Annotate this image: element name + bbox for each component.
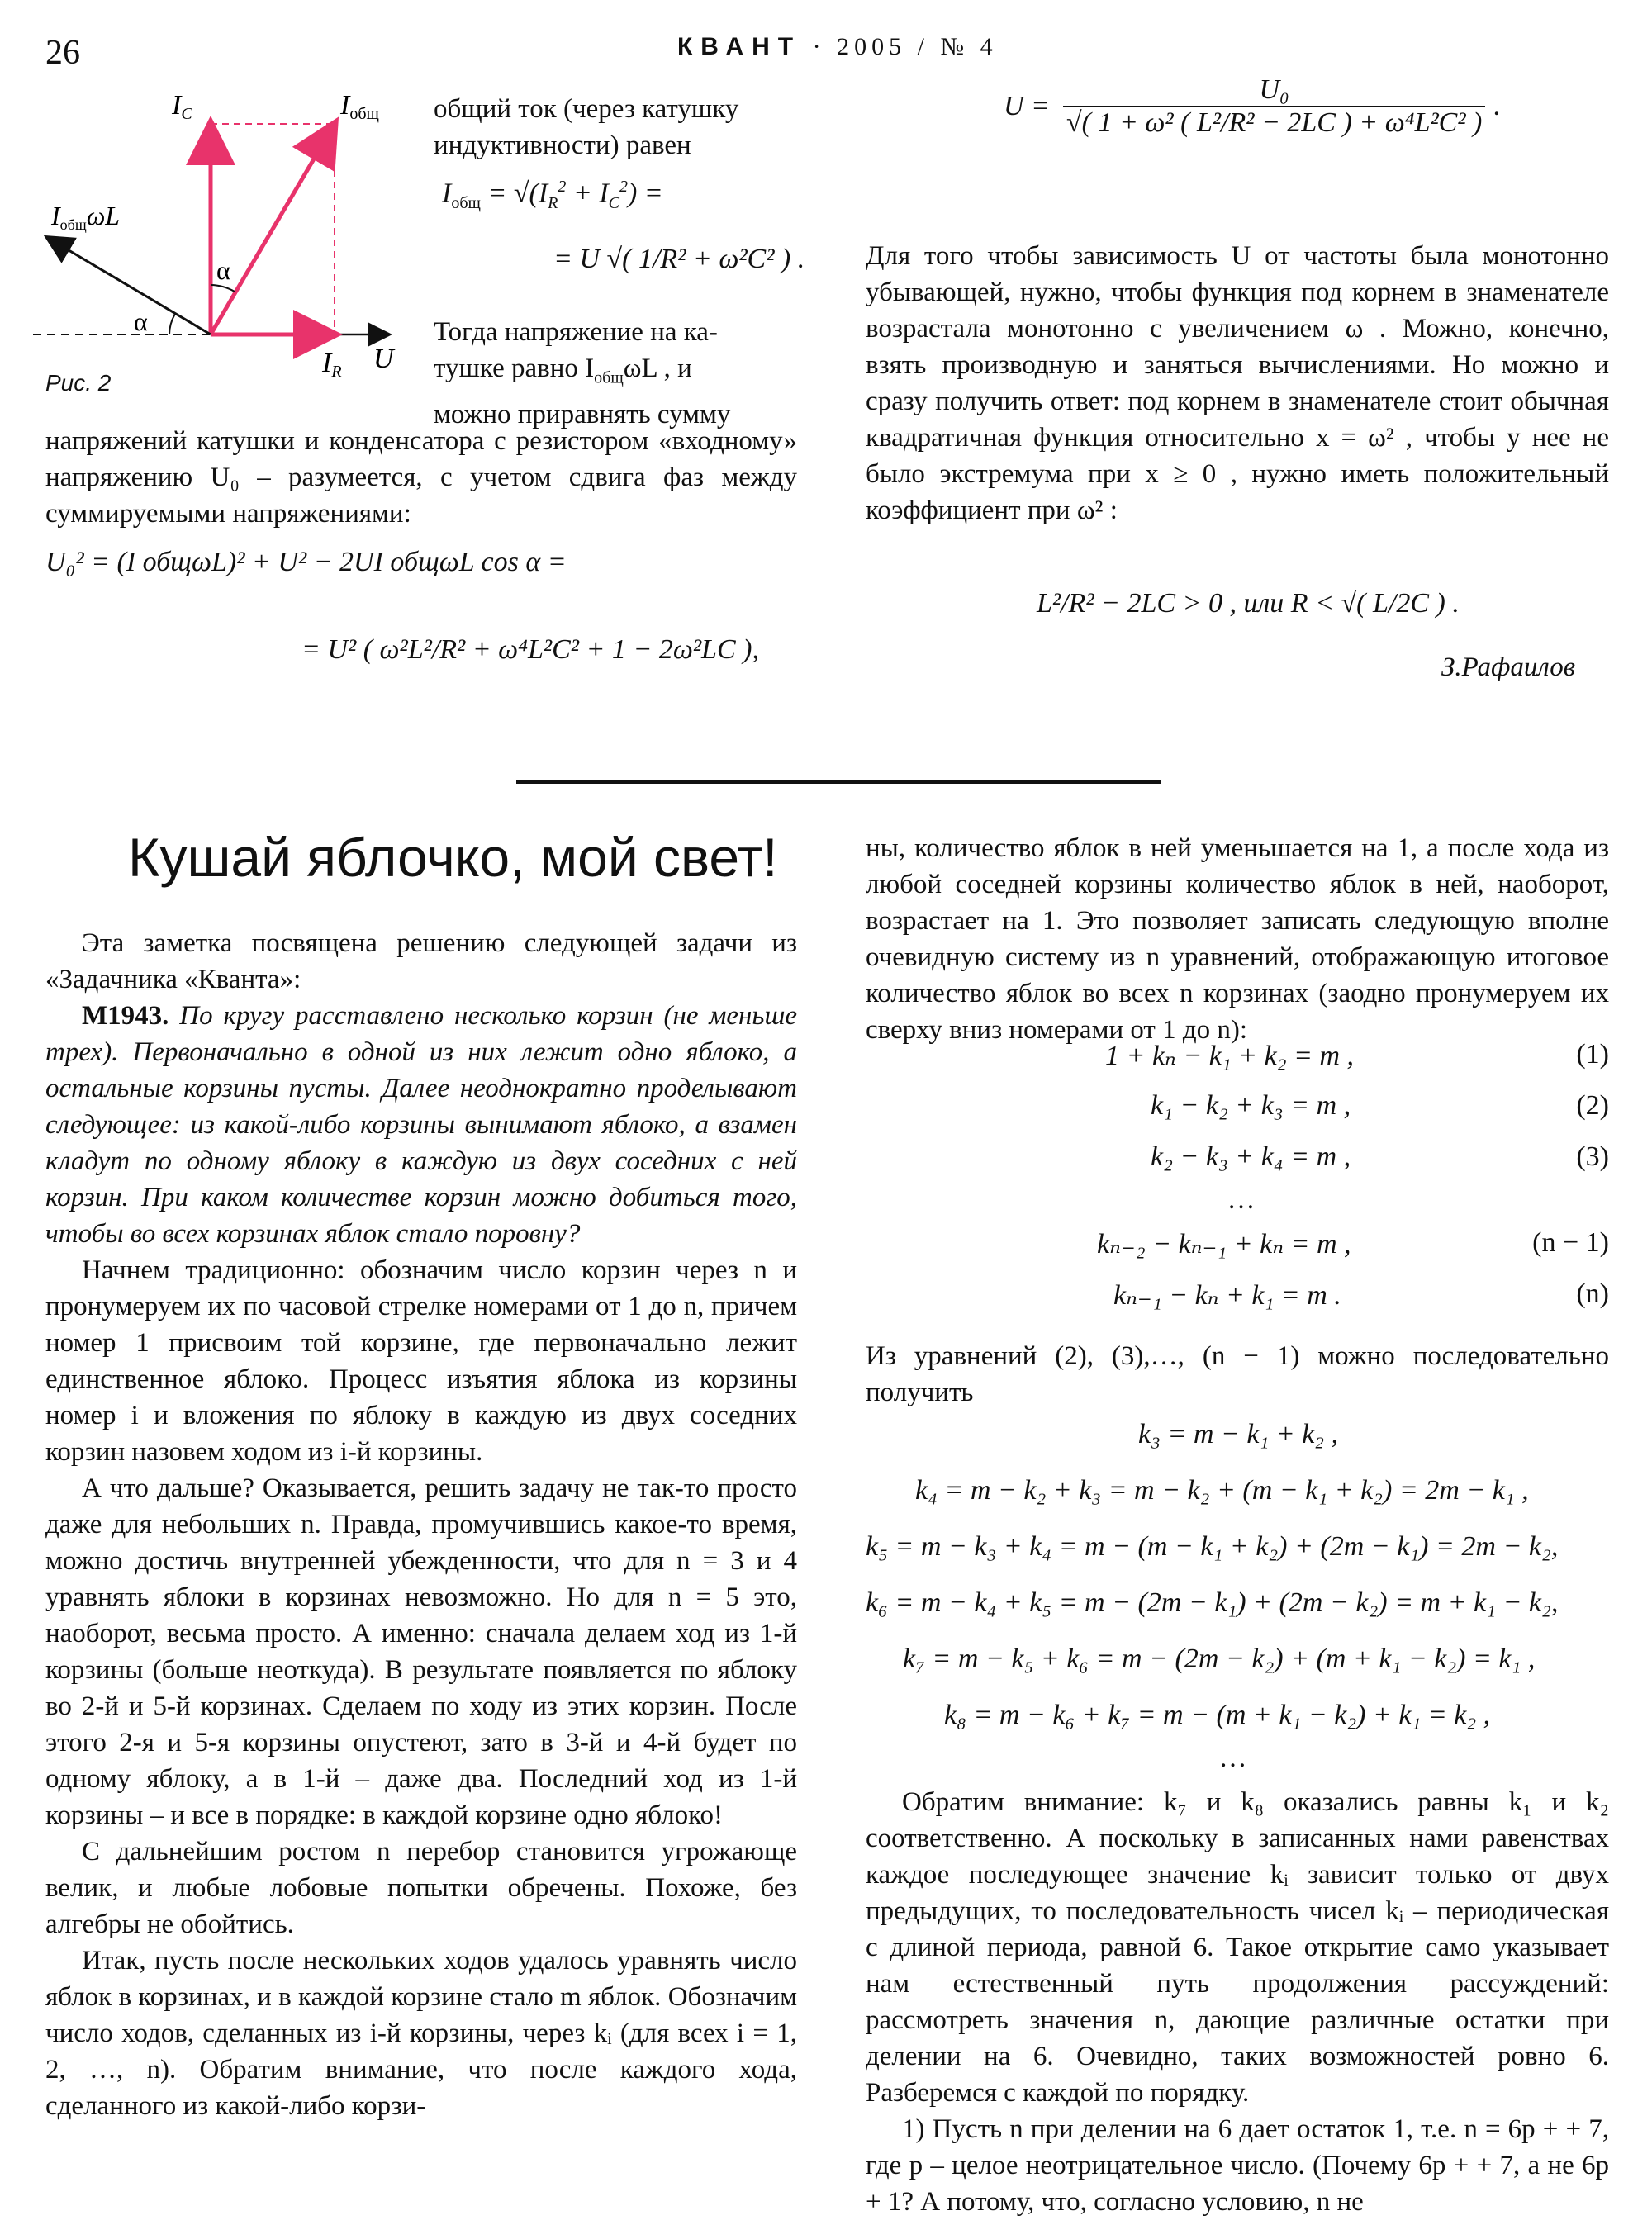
system-eq-2: k₁ − k₂ + k₃ = m , (1151, 1090, 1351, 1121)
system-eq-1: 1 + kₙ − k₁ + k₂ = m , (1105, 1041, 1355, 1071)
derive-line: k₄ = m − k₂ + k₃ = m − k₂ + (m − k₁ + k₂) = 2m − k₁ , (915, 1475, 1529, 1506)
paragraph: С дальнейшим ростом n перебор становится угрожающе велик, и любые лобовые попытки обречены. Похоже, без алгебры не обойтись. (45, 1837, 797, 1939)
label-u: U (373, 344, 394, 374)
figure-caption: Рис. 2 (45, 370, 112, 396)
svg-text:IR (321, 348, 342, 381)
paragraph: Обратим внимание: k₇ и k₈ оказались равны k₁ и k₂ соответственно. А поскольку в записанных нами равенствах каждое последующее значение kᵢ зависит только от двух предыдущих, то последовательность чисел kᵢ – периодическая с длиной периода, равной 6. Такое открытие само указывает нам естественный путь продолжения рассуждений: рассмотреть значения n, дающие различные остатки при делении на 6. Очевидно, таких возможностей ровно 6. Разберемся с каждой по порядку. (866, 1787, 1609, 2108)
paragraph: Итак, пусть после нескольких ходов удалось уравнять число яблок в корзинах, и в каждой корзине стало m яблок. Обозначим число ходов, сделанных из i-й корзины, через kᵢ (для всех i = 1, 2, …, n). Обратим внимание, что после каждого хода, сделанного из какой-либо корзи- (45, 1946, 797, 2121)
system-num-n: (n) (1576, 1278, 1609, 1309)
iwl-vector (48, 238, 211, 334)
article-right-bottom (866, 1784, 1609, 2220)
derive-line: k₆ = m − k₄ + k₅ = m − (2m − k₁) + (2m − k₂) = m + k₁ − k₂, (866, 1587, 1559, 1618)
derive-line: k₇ = m − k₅ + k₆ = m − (2m − k₂) + (m + k₁ − k₂) = k₁ , (903, 1644, 1536, 1674)
system-num-3: (3) (1576, 1141, 1609, 1172)
problem-paragraph (45, 998, 797, 1252)
label-alpha-1: α (216, 255, 230, 285)
label-iwl-sub: общ (59, 216, 87, 233)
system-eq-n-1: kₙ₋₂ − kₙ₋₁ + kₙ = m , (1097, 1229, 1351, 1259)
problem-id: М1943. (82, 1001, 169, 1031)
article-left-column (45, 925, 797, 2124)
top-left-para2: Тогда напряжение на ка- тушке равно $I_{общ}\omega L$ , и можно приравнять сумму (434, 317, 731, 429)
paragraph: Эта заметка посвящена решению следующей задачи из «Задачника «Кванта»: (45, 928, 797, 994)
top-left-intro (434, 91, 797, 164)
paragraph: 1) Пусть n при делении на 6 дает остаток 1, т.е. n = 6p + + 7, где p – целое неотрицательное число. (Почему 6p + + 7, а не 6p + 1? А потому, что, согласно условию, n не (866, 2114, 1609, 2217)
derive-line: … (1221, 1743, 1246, 1773)
system-eq-n: kₙ₋₁ − kₙ + k₁ = m . (1113, 1280, 1341, 1311)
text-line: индуктивности) равен (434, 130, 691, 160)
label-itotal-sub: общ (349, 105, 379, 123)
derive-line: k₈ = m − k₆ + k₇ = m − (m + k₁ − k₂) + k₁ = k₂ , (944, 1700, 1491, 1730)
label-itotal: I (340, 90, 350, 121)
issue-number: · 2005 / № 4 (812, 33, 998, 60)
top-left-para3: напряжений катушки и конденсатора с резистором «входному» напряжению U₀ – разумеется, с учетом сдвига фаз между суммируемыми напряжениями: (45, 426, 797, 529)
system-num-n-1: (n − 1) (1532, 1227, 1609, 1258)
problem-text: По кругу расставлено несколько корзин (не меньше трех). Первоначально в одной из них лежит одно яблоко, а остальные корзины пусты. Далее неоднократно проделывают следующее: из какой-либо корзины вынимают яблоко, а взамен кладут по одному яблоку в каждую из двух соседних с ней корзин. При каком количестве корзин можно добиться того, чтобы во всех корзинах яблок стало поровну? (45, 1001, 797, 1249)
svg-text:IC (171, 90, 192, 123)
label-ic: I (172, 90, 182, 121)
signature: З.Рафаилов (1441, 652, 1576, 682)
running-head (677, 33, 998, 61)
label-iwl-tail: ωL (86, 201, 121, 230)
top-right-para: Для того чтобы зависимость U от частоты была монотонно убывающей, нужно, чтобы функция под корнем в знаменателе возрастала монотонно с увеличением ω . Можно, конечно, взять производную и заняться вычислениями. Но можно и сразу получить ответ: под корнем в знаменателе стоит обычная квадратичная функция относительно x = ω² , чтобы у нее не было экстремума при x ≥ 0 , нужно иметь положительный коэффициент при ω² : (866, 241, 1609, 525)
text-line: общий ток (через катушку (434, 94, 739, 124)
system-num-2: (2) (1576, 1090, 1609, 1121)
article-right-top: ны, количество яблок в ней уменьшается на 1, а после хода из любой соседней корзины количество яблок в ней, наоборот, возрастает на 1. Это позволяет записать следующую вполне очевидную систему из n уравнений, отображающую итоговое количество яблок во всех n корзинах (заодно пронумеруем их сверху вниз номерами от 1 до n): (866, 833, 1609, 1045)
paragraph: А что дальше? Оказывается, решить задачу не так-то просто даже для небольших n. Правда, промучившись какое-то время, можно достичь внутренней убежденности, что для n = 3 и 4 уравнять яблоки в корзинах невозможно. Но для n = 5 это, наоборот, весьма просто. А именно: сначала делаем ход из 1-й корзины (больше неоткуда). В результате появляется по яблоку во 2-й и 5-й корзинах. Сделаем по ходу из этих корзин. После этого 2-я и 5-я корзины опустеют, зато в 3-й и 4-й будет по одному яблоку, а в 1-й – даже два. Последний ход из 1-й корзины – и все в порядке: в каждой корзине одно яблоко! (45, 1473, 797, 1830)
label-alpha-2: α (134, 306, 148, 336)
system-eq-dots: … (1229, 1184, 1255, 1215)
journal-name: КВАНТ (677, 33, 802, 60)
alpha-arc-1 (211, 285, 235, 292)
derive-line: k₃ = m − k₁ + k₂ , (1138, 1419, 1339, 1449)
itotal-vector (211, 124, 335, 334)
vector-diagram (33, 83, 438, 413)
equation-condition: L²/R² − 2LC > 0 , или R < √( L/2C ) . (1037, 588, 1460, 619)
paragraph: Начнем традиционно: обозначим число корзин через n и пронумеруем их по часовой стрелке номерами от 1 до n, причем номер 1 присвоим той корзине, где первоначально лежит единственное яблоко. Процесс изъятия яблока из корзины номер i и вложения по яблоку в каждую из двух соседних корзин назовем ходом из i-й корзины. (45, 1255, 797, 1467)
label-ir-sub: R (331, 363, 342, 381)
system-num-1: (1) (1576, 1039, 1609, 1070)
article-right-mid: Из уравнений (2), (3),…, (n − 1) можно последовательно получить (866, 1341, 1609, 1407)
equation-u: U = $\frac{\text{U₀}}{\text{√( 1 + ω² ( L²/R² − 2LC ) + ω⁴L²C² )}}$ . (1004, 74, 1501, 138)
page-number: 26 (45, 34, 80, 72)
equation-itotal-a: $I_{общ} = √(I_R^2 + I_C^2)$ = (442, 178, 663, 213)
label-ic-sub: C (181, 105, 192, 123)
section-divider (516, 780, 1161, 784)
label-iwl: I (51, 201, 60, 230)
equation-u0-b: = U² ( ω²L²/R² + ω⁴L²C² + 1 − 2ω²LC ), (301, 634, 759, 665)
label-ir: I (322, 348, 332, 378)
article-title: Кушай яблочко, мой свет! (128, 827, 778, 888)
svg-text:IобщωL (50, 201, 120, 233)
svg-text:Iобщ (339, 90, 379, 123)
equation-itotal-b: = U √( 1/R² + ω²C² ) . (553, 244, 805, 274)
derive-line: k₅ = m − k₃ + k₄ = m − (m − k₁ + k₂) + (2m − k₁) = 2m − k₂, (866, 1531, 1559, 1562)
equation-u0-a: U₀² = (I общωL)² + U² − 2UI общωL cos α = (45, 547, 567, 577)
alpha-arc-2 (169, 314, 175, 334)
system-eq-3: k₂ − k₃ + k₄ = m , (1151, 1141, 1351, 1172)
